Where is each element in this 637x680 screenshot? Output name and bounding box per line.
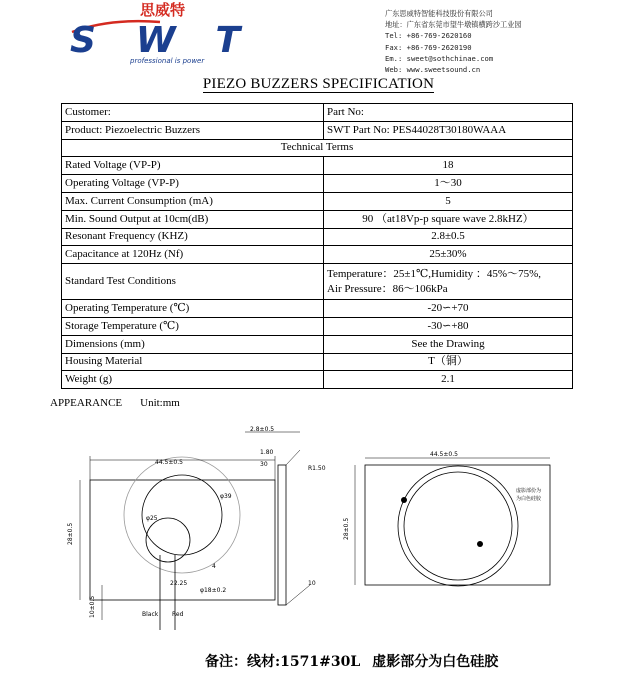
small-circle-dim: φ18±0.2 — [200, 587, 227, 594]
section-header: Technical Terms — [62, 139, 573, 157]
brand-name: SWT — [70, 20, 240, 61]
row-label: Capacitance at 120Hz (Nf) — [62, 246, 324, 264]
width-dim: 44.5±0.5 — [155, 459, 183, 466]
row-value: 2.8±0.5 — [324, 228, 573, 246]
company-tel: Tel: +86-769-2620160 — [385, 31, 472, 41]
row-value: 18 — [324, 157, 573, 175]
front-view-labels — [142, 459, 232, 618]
dim-4: 4 — [212, 563, 216, 570]
table-row — [62, 300, 573, 318]
row-value: 5 — [324, 192, 573, 210]
table-row — [62, 157, 573, 175]
table-row — [62, 353, 573, 371]
row-value: See the Drawing — [324, 335, 573, 353]
dim-30: 30 — [260, 461, 268, 468]
brand-cn: 思威特 — [140, 1, 186, 19]
appearance-title: APPEARANCE — [50, 397, 123, 409]
radius-dim: R1.50 — [308, 465, 326, 472]
side-view — [245, 432, 310, 605]
row-label: Housing Material — [62, 353, 324, 371]
swt-part-cell: SWT Part No: PES44028T30180WAAA — [324, 121, 573, 139]
row-label: Weight (g) — [62, 371, 324, 389]
dim-10: 10±0.5 — [89, 595, 96, 618]
dim-22: 22.25 — [170, 580, 188, 587]
table-row — [62, 121, 573, 139]
rear-height-dim: 28±0.5 — [343, 517, 350, 540]
table-row — [62, 246, 573, 264]
company-web: Web: www.sweetsound.cn — [385, 65, 481, 75]
company-email: Em.: sweet@sothchinae.com — [385, 53, 494, 63]
wire-black-label: Black — [142, 611, 159, 618]
brand-tagline: professional is power — [130, 57, 205, 65]
appearance-label — [50, 397, 180, 409]
table-row — [62, 228, 573, 246]
test-conditions-line1: Temperature：25±1℃,Humidity ：45%～75%, — [327, 267, 542, 280]
wire-red-label: Red — [172, 611, 184, 618]
table-row — [62, 104, 573, 122]
row-label: Operating Voltage (VP-P) — [62, 175, 324, 193]
table-row — [62, 371, 573, 389]
row-label: Dimensions (mm) — [62, 335, 324, 353]
silicone-note-1: 虚影部份为 — [516, 488, 542, 494]
note-silicone: 虚影部分为白色硅胶 — [372, 654, 499, 670]
row-label: Max. Current Consumption (mA) — [62, 192, 324, 210]
technical-drawing — [60, 420, 580, 645]
bottom-note — [205, 651, 498, 671]
height-dim: 28±0.5 — [67, 522, 74, 545]
outer-diam-dim: φ39 — [220, 493, 232, 500]
rear-view — [355, 458, 550, 586]
company-address: 地址：广东省东莞市望牛墩镇横跨沙工业园 — [385, 20, 522, 30]
table-row — [62, 317, 573, 335]
table-row — [62, 210, 573, 228]
note-wire: 备注：线材:1571#30L — [205, 654, 361, 670]
dim-180: 1.80 — [260, 449, 274, 456]
row-label: Resonant Frequency (KHZ) — [62, 228, 324, 246]
page-title: PIEZO BUZZERS SPECIFICATION — [202, 76, 435, 92]
row-value: 1～30 — [324, 175, 573, 193]
row-value: T（铜） — [324, 353, 573, 371]
row-label: Operating Temperature (℃) — [62, 300, 324, 318]
table-row — [62, 192, 573, 210]
row-value: 25±30% — [324, 246, 573, 264]
company-fax: Fax: +86-769-2620190 — [385, 42, 472, 52]
test-conditions-line2: Air Pressure：86～106kPa — [327, 282, 448, 295]
table-row — [62, 175, 573, 193]
row-value: -20∽+70 — [324, 300, 573, 318]
company-info — [385, 8, 522, 75]
product-cell: Product: Piezoelectric Buzzers — [62, 121, 324, 139]
company-name: 广东思威特智能科技股份有限公司 — [385, 9, 493, 18]
row-value: 2.1 — [324, 371, 573, 389]
row-label: Rated Voltage (VP-P) — [62, 157, 324, 175]
silicone-note-2: 为白色硅胶 — [516, 496, 542, 502]
table-row — [62, 335, 573, 353]
customer-cell: Customer: — [62, 104, 324, 122]
spec-table — [61, 103, 573, 389]
row-value: 90 （at18Vp-p square wave 2.8kHZ） — [324, 210, 573, 228]
inner-diam-dim: φ25 — [146, 515, 158, 522]
side-view-labels — [250, 426, 326, 587]
solder-point — [401, 497, 407, 503]
row-label: Storage Temperature (℃) — [62, 317, 324, 335]
appearance-unit: Unit:mm — [140, 397, 180, 409]
thickness-dim: 2.8±0.5 — [250, 426, 275, 433]
row-value — [324, 264, 573, 300]
row-label: Standard Test Conditions — [62, 264, 324, 300]
solder-point — [477, 541, 483, 547]
table-row — [62, 139, 573, 157]
rear-view-labels — [430, 451, 542, 502]
side-dim-10: 10 — [308, 580, 316, 587]
swt-logo — [70, 0, 260, 66]
table-row — [62, 264, 573, 300]
part-no-cell: Part No: — [324, 104, 573, 122]
front-view — [80, 456, 275, 630]
rear-width-dim: 44.5±0.5 — [430, 451, 458, 458]
row-value: -30∽+80 — [324, 317, 573, 335]
row-label: Min. Sound Output at 10cm(dB) — [62, 210, 324, 228]
